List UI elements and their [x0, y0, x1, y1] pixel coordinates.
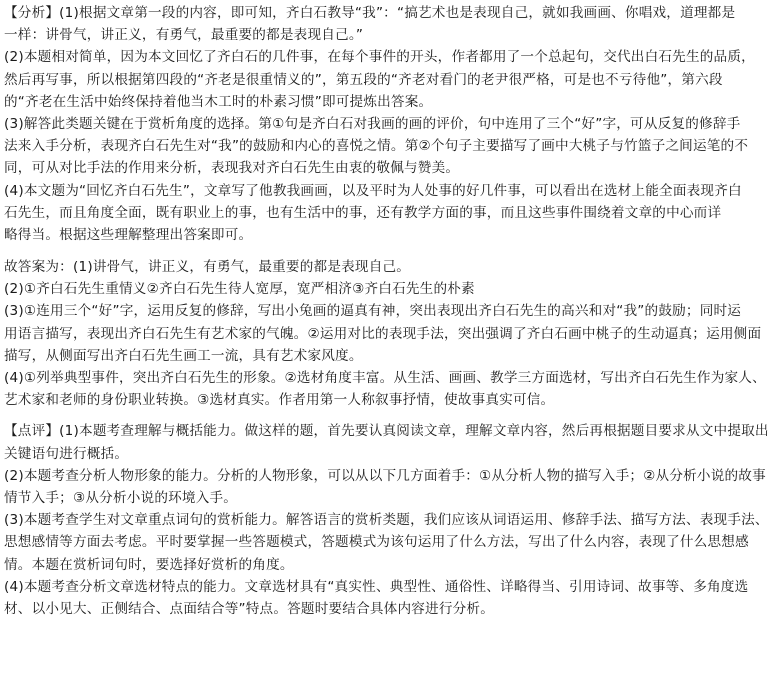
- analysis-section: [4, 2, 780, 246]
- answer-line: 艺术家和老师的身份职业转换。③选材真实。作者用第一人称叙事抒情，使故事真实可信。: [4, 392, 555, 409]
- analysis-line: 的“齐老在生活中始终保持着他当木工时的朴素习惯”即可提炼出答案。: [4, 93, 433, 110]
- answer-line: 故答案为：(1)讲骨气，讲正义，有勇气，最重要的都是表现自己。: [4, 259, 411, 276]
- solution-document: [4, 2, 780, 620]
- comment-line: 情节入手；③从分析小说的环境入手。: [4, 489, 238, 506]
- comment-line: (4)本题考查分析文章选材特点的能力。文章选材具有“真实性、典型性、通俗性、详略得当、引用诗词、故事等、多角度选: [4, 578, 749, 595]
- answer-line: (3)①连用三个“好”字，运用反复的修辞，写出小兔画的逼真有神，突出表现出齐白石先生的高兴和对“我”的鼓励；同时运: [4, 303, 742, 320]
- analysis-line: 略得当。根据这些理解整理出答案即可。: [4, 226, 253, 243]
- answer-line: 用语言描写，表现出齐白石先生有艺术家的气魄。②运用对比的表现手法，突出强调了齐白石画中桃子的生动逼真；运用侧面: [4, 325, 762, 342]
- analysis-line: 【分析】(1)根据文章第一段的内容，即可知，齐白石教导“我”：“搞艺术也是表现自己，就如我画画、你唱戏，道理都是: [4, 5, 736, 21]
- comment-line: (2)本题考查分析人物形象的能力。分析的人物形象，可以从以下几方面着手：①从分析人物的描写入手；②从分析小说的故事: [4, 467, 766, 484]
- answer-line: (4)①列举典型事件，突出齐白石先生的形象。②选材角度丰富。从生活、画画、教学三方面选材，写出齐白石先生作为家人、: [4, 370, 766, 386]
- analysis-line: 石先生，而且角度全面，既有职业上的事，也有生活中的事，还有教学方面的事，而且这些事件围绕着文章的中心而详: [4, 204, 722, 221]
- analysis-line: 一样：讲骨气，讲正义，有勇气，最重要的都是表现自己。”: [4, 27, 364, 44]
- comment-line: 材、以小见大、正侧结合、点面结合等”特点。答题时要结合具体内容进行分析。: [4, 600, 495, 617]
- analysis-line: (3)解答此类题关键在于赏析角度的选择。第①句是齐白石对我画的画的评价，句中连用了三个“好”字，可从反复的修辞手: [4, 115, 741, 132]
- comment-line: 关键语句进行概括。: [4, 445, 129, 462]
- answer-line: (2)①齐白石先生重情义②齐白石先生待人宽厚，宽严相济③齐白石先生的朴素: [4, 281, 475, 298]
- comment-line: 【点评】(1)本题考查理解与概括能力。做这样的题，首先要认真阅读文章，理解文章内容，然后再根据题目要求从文中提取出: [4, 423, 769, 440]
- comment-line: (3)本题考查学生对文章重点词句的赏析能力。解答语言的赏析类题，我们应该从词语运用、修辞手法、描写方法、表现手法、: [4, 512, 769, 529]
- comment-line: 情。本题在赏析词句时，要选择好赏析的角度。: [4, 556, 294, 573]
- analysis-line: 同，可从对比手法的作用来分析，表现我对齐白石先生由衷的敬佩与赞美。: [4, 160, 460, 177]
- comment-line: 思想感情等方面去考虑。平时要掌握一些答题模式，答题模式为该句运用了什么方法，写出了什么内容，表现了什么思想感: [4, 534, 749, 551]
- answer-line: 描写，从侧面写出齐白石先生画工一流，具有艺术家风度。: [4, 347, 363, 364]
- answer-section: [4, 256, 780, 411]
- analysis-line: (4)本文题为“回忆齐白石先生”，文章写了他教我画画，以及平时为人处事的好几件事，可以看出在选材上能全面表现齐白: [4, 182, 742, 199]
- analysis-line: 然后再写事，所以根据第四段的“齐老是很重情义的”，第五段的“齐老对看门的老尹很严格，可是也不亏待他”，第六段: [4, 71, 723, 88]
- analysis-line: (2)本题相对简单，因为本文回忆了齐白石的几件事，在每个事件的开头，作者都用了一个总起句，交代出白石先生的品质，: [4, 49, 755, 66]
- comment-section: [4, 420, 780, 620]
- analysis-line: 法来入手分析，表现齐白石先生对“我”的鼓励和内心的喜悦之情。第②个句子主要描写了画中大桃子与竹篮子之间运笔的不: [4, 138, 749, 155]
